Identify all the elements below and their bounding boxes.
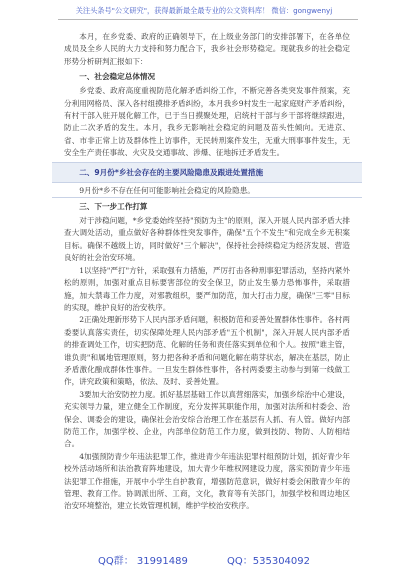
section-heading-overview: 一、社会稳定总体情况	[79, 72, 156, 82]
footer-contacts	[0, 552, 408, 567]
section-divider	[52, 197, 362, 198]
risks-paragraph: 9月份*乡不存在任何可能影响社会稳定的风险隐患。	[79, 185, 255, 195]
plan-item-4: 4加强预防青少年违法犯罪工作，推进青少年违法犯罪村组预防计划，抓好青少年校外活动场所和法治教育阵地建设，加大青少年维权网建设力度，落实预防青少年违法犯罪工作措施，开展中小学生自护教育，增强防范意识，做好村委会闲散青少年的管理、教育工作。协调派出所、工商，文化，教育等有关部门，加强学校和周边地区治安环境整治，建立长效管理机制，维护学校治安秩序。	[64, 451, 350, 511]
plan-item-2: 2正确处理新形势下人民内部矛盾问题，积极防范和妥善处置群体性事件。各村两委要认真落实责任，切实保障处理人民内部矛盾"五个机制"，深入开展人民内部矛盾的排查调处工作，切实把防范、化解的任务和责任落实到单位和个人。按照"谁主管，谁负责"和属地管理原则，努力把各种矛盾和问题化解在萌芽状态，解决在基层，防止矛盾激化酿成群体性事件。一旦发生群体性事件，各村两委要主动参与到第一线做工作，讲究政策和策略，依法、及时、妥善处置。	[64, 315, 350, 387]
plan-item-1: 1以坚持"严打"方针，采取强有力措施，严厉打击各种刑事犯罪活动，坚持内紧外松的原则，加强对重点目标要害部位的安全保卫，防止发生暴力恐怖事件，采取措施，加大禁毒工作力度，对邪教组织，要严加防范，加大打击力度，确保"三零"目标的实现，维护良好的治安秩序。	[64, 265, 350, 312]
footer-qq-group[interactable]: QQ群： 31991489	[97, 556, 188, 567]
document-body	[64, 31, 350, 513]
overview-paragraph: 乡党委、政府高度重视防范化解矛盾纠纷工作，不断完善各类突发事件预案，充分利用网格员、深入各村组摸排矛盾纠纷，本月我乡9村发生一起家庭财产矛盾纠纷，有村干部入驻开展化解工作，已于当日摸聚处理，启统村干部与乡干部将继续跟进，防止二次矛盾的发生。本月，我乡无影响社会稳定的问题及苗头性倾向。无进京、省、市非正常上访及群体性上访事件，无民转刑案件发生，无重大刑事事件发生，无安全生产责任事故、火灾及交通事故、涉爆、征地拆迁矛盾发生。	[64, 86, 350, 158]
section-heading-risks: 二、9月份*乡社会存在的主要风险隐患及跟进处置措施	[79, 167, 264, 177]
plan-item-3: 3要加大治安防控力度。抓好基层基础工作以真营细落实，加强乡综治中心建设，充实领导力量，建立健全工作制度，充分发挥其职能作用，加强对法所和村委会、治保会、调委会的建设，确保社会治安综合治理工作在基层有人抓、有人管。做好内部防范工作，加强学校、企业，内部单位防范工作力度，做到技防、物防、人防相结合。	[64, 389, 350, 449]
header-banner[interactable]: 关注头条号"公文研究"，获得最新最全最专业的公文资料库！ 微信：gongwenyj	[75, 6, 333, 15]
intro-paragraph: 本月，在乡党委、政府的正确领导下，在上级业务部门的安排部署下，在各单位成员及全乡人民的大力支持和努力配合下，我乡社会形势稳定。现就我乡的社会稳定形势分析研判汇报如下：	[64, 32, 350, 66]
header-divider	[58, 19, 358, 20]
risk-heading-band	[52, 162, 362, 183]
plan-paragraph: 对于涉稳问题，*乡党委始终坚持"预防为主"的原则，深入开展人民内部矛盾大排查大调处活动，重点做好各种群体性突发事件，确保"五个不发生"和完成全乡无积案目标。确保不越级上访，同时做好"三个解决"，保持社会持续稳定为经济发展、营造良好的社会治安环境。	[64, 216, 350, 263]
section-heading-plan: 三、下一步工作打算	[79, 202, 148, 212]
footer-qq[interactable]: QQ：535304092	[227, 556, 311, 567]
